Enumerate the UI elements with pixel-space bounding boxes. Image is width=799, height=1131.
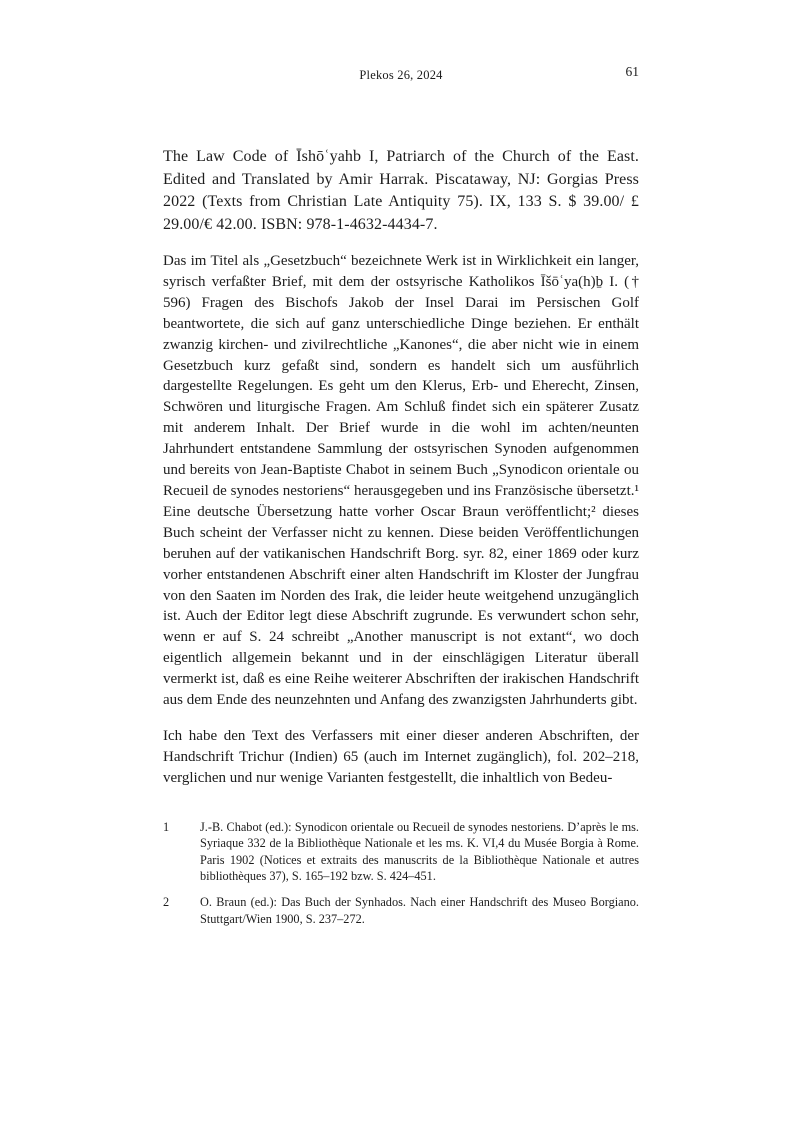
body-paragraph-1: Das im Titel als „Gesetzbuch“ bezeichnete Werk ist in Wirklichkeit ein langer, syrisch verfaßter Brief, mit dem der ostsyrische Katholikos Īšōʿya(h)ḇ I. († 596) Fragen des Bischofs Jakob der Insel Darai im Persischen Golf beantwortete, die sich auf ganz unterschiedliche Dinge beziehen. Er enthält zwanzig kirchen- und zivilrechtliche „Kanones“, die aber nicht wie in einem Gesetzbuch kurz gefaßt sind, sondern es handelt sich um ausführlich dargestellte Regelungen. Es geht um den Klerus, Erb- und Eherecht, Zinsen, Schwören und liturgische Fragen. Am Schluß findet sich ein späterer Zusatz mit anderem Inhalt. Der Brief wurde in die wohl im achten/neunten Jahrhundert entstandene Sammlung der ostsyrischen Synoden aufgenommen und bereits von Jean-Baptiste Chabot in seinem Buch „Synodicon orientale ou Recueil de synodes nestoriens“ herausgegeben und ins Französische übersetzt.¹ Eine deutsche Übersetzung hatte vorher Oscar Braun veröffentlicht;² dieses Buch scheint der Verfasser nicht zu kennen. Diese beiden Veröffentlichungen beruhen auf der vatikanischen Handschrift Borg. syr. 82, einer 1869 oder kurz vorher entstandenen Abschrift einer alten Handschrift im Kloster der Jungfrau von den Saaten im Norden des Irak, die leider heute weitgehend unzugänglich ist. Auch der Editor legt diese Abschrift zugrunde. Es verwundert schon sehr, wenn er auf S. 24 schreibt „Another manuscript is not extant“, wo doch eigentlich allgemein bekannt und in der einschlägigen Literatur überall vermerkt ist, daß es eine Reihe weiterer Abschriften der irakischen Handschrift aus dem Ende des neunzehnten und Anfang des zwanzigsten Jahrhunderts gibt. [163,253,639,709]
footnotes-section [163,819,639,928]
footnote-number: 1 [163,819,170,834]
footnote-text: O. Braun (ed.): Das Buch der Synhados. Nach einer Handschrift des Museo Borgiano. Stuttgart/Wien 1900, S. 237–272. [200,895,639,926]
text-column [163,66,639,936]
footnote-number: 2 [163,895,170,910]
page-number: 61 [625,64,639,79]
review-heading: The Law Code of Īshōʿyahb I, Patriarch of the Church of the East. Edited and Translated by Amir Harrak. Piscataway, NJ: Gorgias Press 2022 (Texts from Christian Late Antiquity 75). IX, 133 S. $ 39.00/ £ 29.00/€ 42.00. ISBN: 978-1-4632-4434-7. [163,148,639,233]
journal-title: Plekos 26, 2024 [359,68,443,82]
footnote-item [163,894,639,927]
running-header [163,66,639,84]
footnote-item [163,819,639,885]
body-paragraph-2: Ich habe den Text des Verfassers mit einer dieser anderen Abschriften, der Handschrift Trichur (Indien) 65 (auch im Internet zugänglich), fol. 202–218, verglichen und nur wenige Varianten festgestellt, die inhaltlich von Bedeu- [163,727,639,786]
footnote-text: J.-B. Chabot (ed.): Synodicon orientale ou Recueil de synodes nestoriens. D’après le ms. Syriaque 332 de la Bibliothèque Nationale et les ms. K. VI,4 du Musée Borgia à Rome. Paris 1902 (Notices et extraits des manuscrits de la Bibliothèque Nationale et autres bibliothèques 37), S. 165–192 bzw. S. 424–451. [200,819,639,884]
